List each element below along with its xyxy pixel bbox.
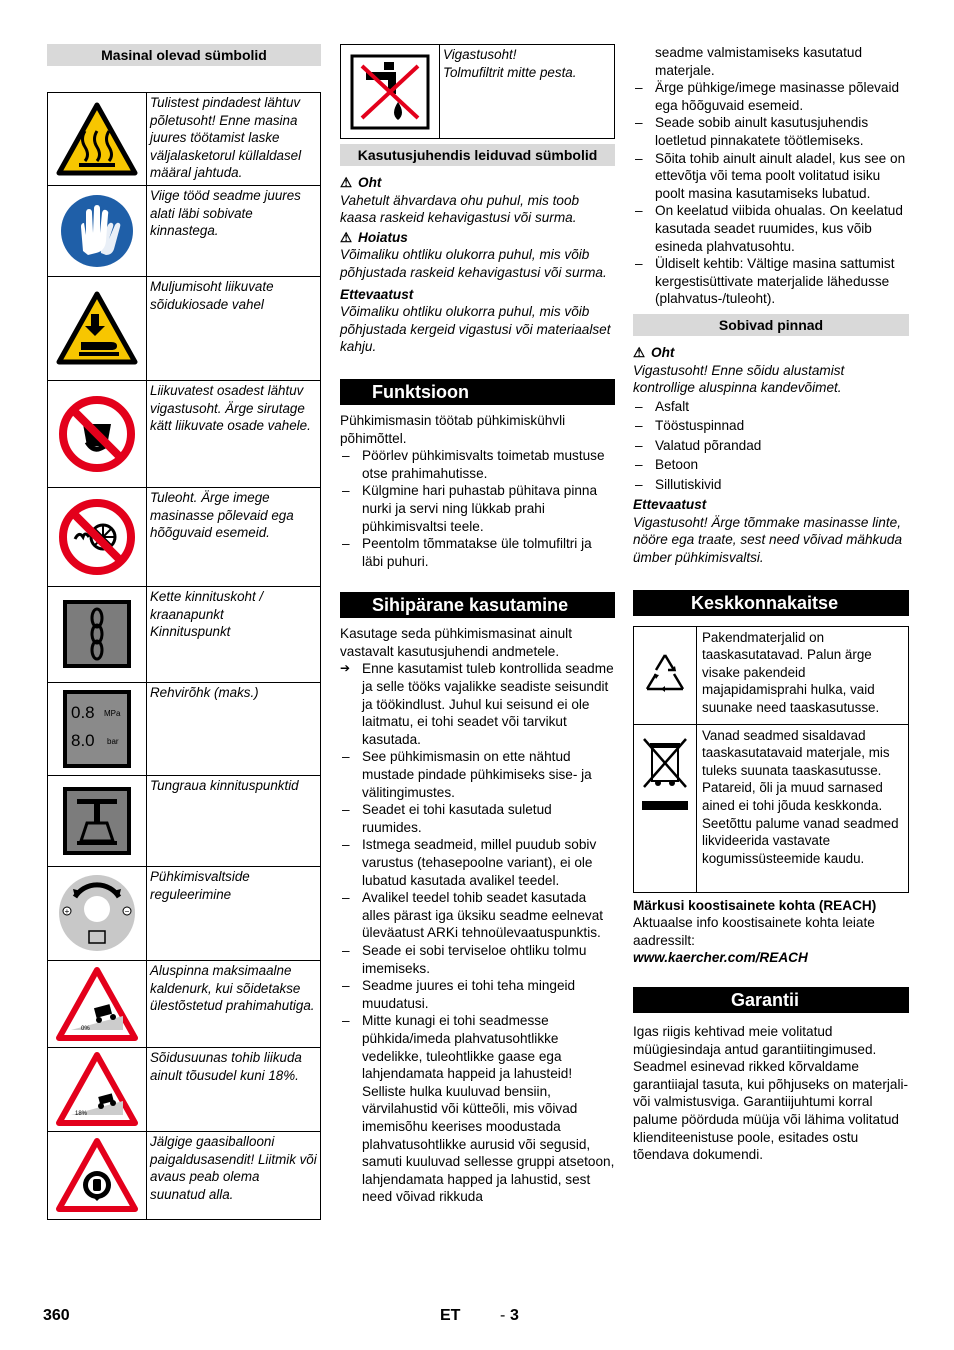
- pressure-bar-value: 8.0: [71, 730, 95, 750]
- symbol-text: Tungraua kinnituspunktid: [147, 775, 321, 866]
- gas-cylinder-warning-icon: [48, 1131, 147, 1219]
- pressure-mpa-unit: MPa: [104, 708, 121, 718]
- list-item: – Seadme juures ei tohi teha mingeid muudatusi.: [340, 977, 615, 1012]
- language-code: ET: [440, 1307, 461, 1324]
- list-item: – Peentolm tõmmatakse üle tolmufiltri ja läbi puhuri.: [340, 535, 615, 570]
- list-item: – Seade sobib ainult kasutusjuhendis loetletud pinnakatete töötlemiseks.: [633, 114, 909, 149]
- danger-label: Oht: [358, 175, 382, 190]
- symbol-row: [48, 487, 321, 586]
- warning-triangle-icon: ⚠: [633, 344, 646, 360]
- section-heading-environment: Keskkonnakaitse: [633, 590, 909, 616]
- symbol-text: Liikuvatest osadest lähtuv vigastusoht. Ärge sirutage kätt liikuvate osade vahele.: [147, 380, 321, 487]
- list-item: – Seade ei sobi terviseloe ohtliku tolmu imemiseks.: [340, 942, 615, 977]
- slope-raised-hopper-icon: [48, 960, 147, 1047]
- wear-gloves-icon: [48, 185, 147, 276]
- section-heading-warranty: Garantii: [633, 987, 909, 1013]
- symbol-row: [48, 775, 321, 866]
- env-row: [634, 724, 909, 892]
- sweep-roller-adjust-icon: [48, 866, 147, 960]
- surfaces-list: [633, 397, 909, 495]
- slope-label: 0%: [81, 1025, 90, 1032]
- list-item: ➔ Enne kasutamist tuleb kontrollida seadme ja selle tööks vajalikke seadiste seisundit ja töökindlust. Juhul kui seisund ei ole laitmatu, ei tohi seadet või tarvikut kasutada.: [340, 660, 615, 748]
- crush-hazard-icon: [48, 276, 147, 380]
- warning-label: Hoiatus: [358, 229, 408, 245]
- list-item: – Ärge pühkige/imege masinasse põlevaid ega hõõguvaid esemeid.: [633, 79, 909, 114]
- symbol-text: Kette kinnituskoht / kraanapunkt Kinnituspunkt: [147, 586, 321, 682]
- list-item: – Sillutiskivid: [633, 475, 909, 495]
- svg-text:+: +: [64, 907, 70, 917]
- list-item: – Sõita tohib ainult ainult aladel, kus see on ettevõtja või tema poolt volitatud isiku poolt masina kasutamiseks lubatud.: [633, 150, 909, 203]
- surfaces-danger-label: Oht: [651, 344, 675, 360]
- list-item: – On keelatud viibida ohualas. On keelatud kasutada seadet ruumides, kus võib esineda plahvatusohtu.: [633, 202, 909, 255]
- symbol-text: Tulistest pindadest lähtuv põletusoht! Enne masina juures töötamist laske väljalasketorul küllaldasel määral jahtuda.: [147, 93, 321, 186]
- section-heading-manual-symbols: Kasutusjuhendis leiduvad sümbolid: [340, 144, 615, 166]
- function-intro: Pühkimismasin töötab pühkimiskühvli põhimõttel.: [340, 412, 566, 446]
- list-item: – Mitte kunagi ei tohi seadmesse pühkida/imeda plahvatusohtlikke vedelikke, tuleohtlikke gaase ega lahjendamata happeid ja lahusteid! Selliste hulka kuuluvad bensiin, värvilahustid või kütteõli, mis võivad imemisõhu keerises moodustada plahvatusohtlikke aurusid või segusid, samuti kuuluvad sellesse gruppi atsetoon, lahjendamata happed ja lahustid, sest need võivad rikkuda: [340, 1012, 615, 1206]
- symbol-text: Sõidusuunas tohib liikuda ainult tõusudel kuni 18%.: [147, 1047, 321, 1131]
- column-1: [47, 44, 321, 1220]
- no-wash-filter-icon: [341, 45, 440, 139]
- filter-warning-table: [340, 44, 615, 139]
- symbol-row: [48, 380, 321, 487]
- warning-text: Võimaliku ohtliku olukorra puhul, mis võib põhjustada raskeid kehavigastusi või surma.: [340, 247, 607, 280]
- hot-surface-warning-icon: [48, 93, 147, 186]
- footer-dash: -: [500, 1307, 506, 1324]
- symbol-row: [48, 960, 321, 1047]
- danger-text: Vahetult ähvardava ohu puhul, mis toob kaasa raskeid kehavigastusi või surma.: [340, 192, 580, 226]
- warning-triangle-icon: ⚠: [340, 175, 353, 190]
- usage-list: [633, 79, 909, 308]
- surfaces-danger-text: Vigastusoht! Enne sõidu alustamist kontrollige aluspinna kandevõimet.: [633, 362, 845, 396]
- env-packaging-text: Pakendmaterjalid on taaskasutatavad. Palun ärge visake pakendeid majapidamisprahi hulka, vaid suunake need taaskasutusse.: [697, 626, 909, 724]
- section-heading-machine-symbols: Masinal olevad sümbolid: [47, 44, 321, 66]
- list-item: – Seadet ei tohi kasutada suletud ruumides.: [340, 801, 615, 836]
- chain-lashing-point-icon: [48, 586, 147, 682]
- caution-label: Ettevaatust: [340, 286, 414, 302]
- slope-max-icon: [48, 1047, 147, 1131]
- section-heading-surfaces: Sobivad pinnad: [633, 314, 909, 336]
- warning-triangle-icon: ⚠: [340, 229, 353, 245]
- function-list: [340, 447, 615, 570]
- symbol-row: [48, 93, 321, 186]
- symbol-text: Aluspinna maksimaalne kaldenurk, kui sõidetakse ülestõstetud prahimahutiga.: [147, 960, 321, 1047]
- tyre-pressure-icon: [48, 682, 147, 775]
- symbol-text: Vigastusoht! Tolmufiltrit mitte pesta.: [440, 45, 615, 139]
- no-burning-objects-icon: [48, 487, 147, 586]
- column-3: [633, 44, 909, 1164]
- caution-text: Võimaliku ohtliku olukorra puhul, mis võib põhjustada kergeid vigastusi või materiaalset kahju.: [340, 304, 611, 355]
- symbol-row: [341, 45, 615, 139]
- symbol-text: Tuleoht. Ärge imege masinasse põlevaid ega hõõguvaid esemeid.: [147, 487, 321, 586]
- symbol-row: [48, 1047, 321, 1131]
- symbol-text: Muljumisoht liikuvate sõidukiosade vahel: [147, 276, 321, 380]
- warranty-text: Igas riigis kehtivad meie volitatud müügiesindaja antud garantiitingimused. Seadmel esinevad rikked kõrvaldame garantiiajal tasuta, kui põhjuseks on materjali- või valmistusviga. Garantiijuhtumi korral palume pöörduda müüja või lähima volitatud klienditeenistuse poole, esitades ostu tõendava dokumendi.: [633, 1023, 909, 1163]
- env-row: [634, 626, 909, 724]
- symbol-text: Pühkimisvaltside reguleerimine: [147, 866, 321, 960]
- list-item: – Pöörlev pühkimisvalts toimetab mustuse otse prahimahutisse.: [340, 447, 615, 482]
- pressure-bar-unit: bar: [107, 736, 119, 746]
- intended-use-intro: Kasutage seda pühkimismasinat ainult vastavalt kasutusjuhendi andmetele.: [340, 626, 572, 659]
- page-number: 360: [43, 1307, 70, 1324]
- symbol-text: Rehvirõhk (maks.): [147, 682, 321, 775]
- symbol-row: [48, 185, 321, 276]
- no-touch-moving-parts-icon: [48, 380, 147, 487]
- list-item: – Asfalt: [633, 397, 909, 417]
- slope-label: 18%: [75, 1111, 88, 1118]
- column-2: [340, 44, 615, 1206]
- jack-point-icon: [48, 775, 147, 866]
- list-item: – Avalikel teedel tohib seadet kasutada alles pärast iga üksiku seadme eelnevat üleväatust ARKi tehnoülevaatuspunktis.: [340, 889, 615, 942]
- list-item: – See pühkimismasin on ette nähtud mustade pindade pühkimiseks sise- ja välitingimustes.: [340, 748, 615, 801]
- list-item: – Üldiselt kehtib: Vältige masina sattumist kergestisüttivate materjalide lähedusse (plahvatus-/tuleoht).: [633, 255, 909, 308]
- list-item: – Valatud põrandad: [633, 436, 909, 456]
- env-old-devices-text: Vanad seadmed sisaldavad taaskasutatavaid materjale, mis tuleks suunata taaskasutusse. Patareid, õli ja muud sarnased ained ei tohi jõuda keskkonda. Seetõttu palume vanad seadmed likvideerida vastavate kogumissüsteemide kaudu.: [697, 724, 909, 892]
- list-item: – Betoon: [633, 455, 909, 475]
- intended-use-list: [340, 660, 615, 1205]
- surfaces-caution-text: Vigastusoht! Ärge tõmmake masinasse linte, nööre ega traate, sest need võivad mähkuda ümber pühkimisvaltsi.: [633, 514, 903, 565]
- surfaces-caution-label: Ettevaatust: [633, 497, 707, 513]
- pressure-mpa-value: 0.8: [71, 702, 95, 722]
- list-item: – Tööstuspinnad: [633, 416, 909, 436]
- symbol-row: [48, 586, 321, 682]
- symbol-row: [48, 276, 321, 380]
- section-page-number: 3: [510, 1307, 519, 1324]
- crossed-bin-icon: [634, 724, 697, 892]
- symbol-row: [48, 1131, 321, 1219]
- symbol-text: Viige tööd seadme juures alati läbi sobivate kinnastega.: [147, 185, 321, 276]
- symbol-row: [48, 682, 321, 775]
- section-heading-intended-use: Sihipärane kasutamine: [340, 592, 615, 618]
- continuation-text: seadme valmistamiseks kasutatud materjale.: [655, 45, 863, 78]
- list-item: – Külgmine hari puhastab pühitava pinna nurki ja servi ning lükkab prahi pühkimisvaltsi teele.: [340, 482, 615, 535]
- reach-title: Märkusi koostisainete kohta (REACH): [633, 897, 877, 913]
- environment-table: [633, 626, 909, 893]
- section-heading-function: Funktsioon: [340, 379, 615, 405]
- recycling-icon: [634, 626, 697, 724]
- reach-link[interactable]: www.kaercher.com/REACH: [633, 950, 808, 966]
- symbol-row: [48, 866, 321, 960]
- symbol-text: Jälgige gaasiballooni paigaldusasendit! Liitmik või avaus peab olema suunatud alla.: [147, 1131, 321, 1219]
- list-item: – Istmega seadmeid, millel puudub sobiv varustus (tehasepoolne variant), ei ole lubatud kasutada avalikel teedel.: [340, 836, 615, 889]
- danger-block: [340, 174, 615, 356]
- machine-symbols-table: [47, 92, 321, 1220]
- reach-text: Aktuaalse info koostisainete kohta leiate aadressilt:: [633, 915, 875, 948]
- svg-text:−: −: [124, 907, 130, 917]
